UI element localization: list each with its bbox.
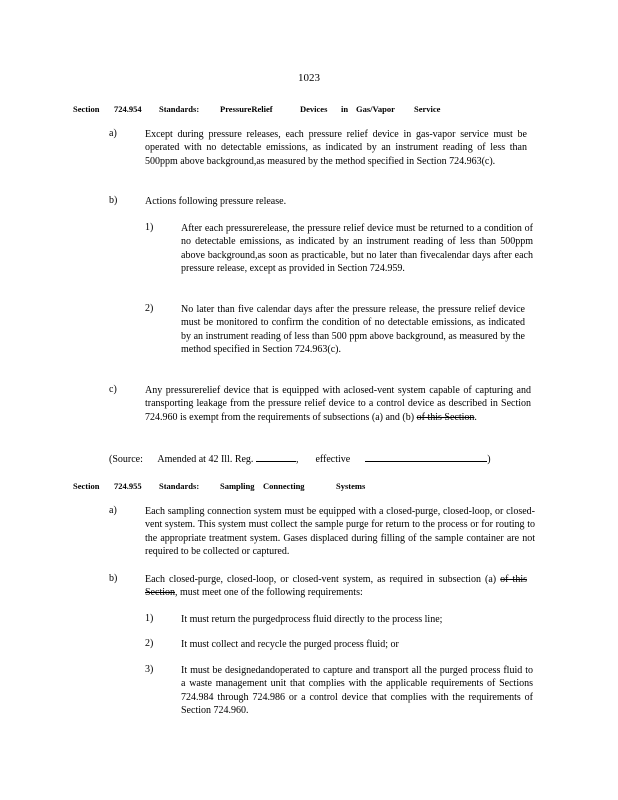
subsection-text [145, 384, 531, 424]
subsection-text: Actions following pressure release. [145, 196, 287, 207]
title-word: Systems [336, 481, 366, 491]
section-label: Section [73, 104, 100, 114]
source-note [109, 452, 529, 466]
text-fragment: , must meet one of the following requirements: [175, 587, 363, 599]
page-number: 1023 [298, 72, 320, 84]
paragraph-text: It must collect and recycle the purged process fluid; or [181, 639, 399, 650]
paragraph-label: 1) [145, 613, 154, 624]
subsection-label: a) [109, 128, 117, 139]
paragraph-label: 1) [145, 222, 154, 233]
subsection-text: Except during pressure releases, each pressure relief device in gas-vapor service must be operated with no detectable emissions, as indicated by an instrument reading of less than 500ppm above background,as measured by the method specified in Section 724.963(c). [145, 129, 527, 167]
title-word: Standards: [159, 481, 200, 491]
title-word: Gas/Vapor [356, 104, 395, 114]
source-close: ) [487, 454, 491, 465]
text-fragment: . [474, 411, 477, 423]
subsection-label: a) [109, 505, 117, 516]
subsection-text [145, 573, 527, 600]
source-comma: , [295, 454, 299, 465]
struck-text: of this Section [416, 411, 475, 423]
paragraph-label: 2) [145, 638, 154, 649]
source-label: (Source: [109, 454, 143, 465]
paragraph-label: 2) [145, 303, 154, 314]
struck-text: of this Section [145, 574, 528, 599]
title-word: Service [414, 104, 441, 114]
source-effective: effective [315, 454, 351, 465]
title-word: PressureRelief [220, 104, 273, 114]
title-word: Devices [300, 104, 328, 114]
subsection-label: c) [109, 384, 117, 395]
paragraph-text: It must return the purgedprocess fluid directly to the process line; [181, 614, 443, 625]
paragraph-text: No later than five calendar days after the pressure release, the pressure relief device must be monitored to confirm the condition of no detectable emissions, as indicated by an instrument reading of less than 500 ppm above background, as measured by the method specified in Section 724.963(c). [181, 304, 525, 356]
section-number: 724.954 [114, 104, 142, 114]
section-label: Section [73, 481, 100, 491]
paragraph-text: It must be designedandoperated to capture and transport all the purged process fluid to a waste management unit that complies with the applicable requirements of Sections 724.984 through 724.986 or a control device that complies with the requirements of Section 724.960. [181, 665, 533, 717]
section-number: 724.955 [114, 481, 142, 491]
effective-date-blank [365, 452, 487, 462]
paragraph-label: 3) [145, 664, 154, 675]
title-word: Standards: [159, 104, 200, 114]
title-word: in [341, 104, 349, 114]
subsection-label: b) [109, 573, 118, 584]
source-amended: Amended at 42 Ill. Reg. [157, 454, 254, 465]
text-fragment: Each closed-purge, closed-loop, or closed-vent system, as required in subsection (a) [145, 574, 501, 585]
paragraph-text: After each pressurerelease, the pressure relief device must be returned to a condition of no detectable emissions, as indicated by an instrument reading of less than 500ppm above background,as soon as practicable, but no later than fivecalendar days after each pressure release, except as provided in Section 724.959. [181, 223, 533, 275]
subsection-label: b) [109, 195, 118, 206]
register-blank [256, 452, 296, 462]
title-word: Sampling [220, 481, 255, 491]
title-word: Connecting [263, 481, 305, 491]
subsection-text: Each sampling connection system must be equipped with a closed-purge, closed-loop, or closed-vent system. This system must collect the sample purge for return to the process or for routing to the appropriate treatment system. Gases displaced during filling of the sample container are not required to be collected or captured. [145, 506, 535, 558]
text-fragment: Any pressurerelief device that is equipped with aclosed-vent system capable of capturing and transporting leakage from the pressure relief device to a control device as described in Section 724.960 is exempt from the requirements of subsections (a) and (b) [145, 385, 531, 423]
